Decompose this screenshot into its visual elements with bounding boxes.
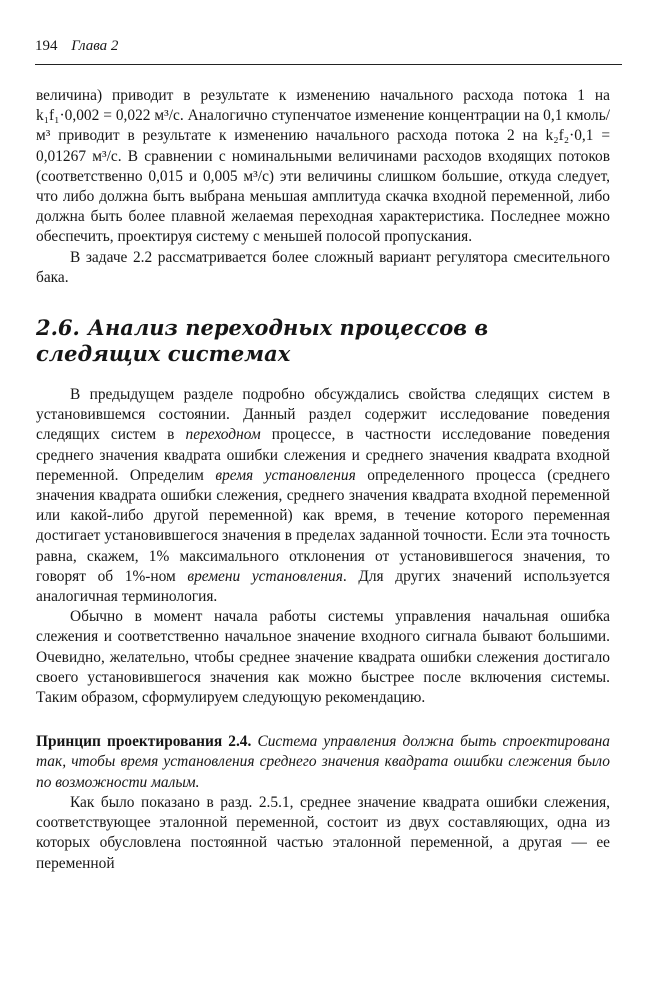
chapter-title: Глава 2 [71,38,119,54]
paragraph-task-reference: В задаче 2.2 рассматривается более сложный вариант регулятора смесительного бака. [36,248,610,286]
section-number: 2.6. [36,315,80,341]
section-heading [36,315,610,367]
text-run: В предыдущем разделе подробно обсуждались свойства следящих систем в установившемся состоянии. Данный раздел содержит исследование поведения следящих систем в [36,386,610,444]
text-run: определенного процесса (среднего значения квадрата ошибки слежения, среднего значения квадрата входной переменной или какой-либо другой переменной) как время, в течение которого переменная достигает установившегося значения в пределах заданной точности. Если эта точность равна, скажем, 1% максимального отклонения от установившегося значения, то говорят об 1%-ном [36,466,611,585]
principle-text: Система управления должна быть спроектирована так, чтобы время установления среднего значения квадрата ошибки слежения было по возможности малым. [36,733,610,791]
text-run: процессе, в частности исследование поведения среднего значения квадрата ошибки слежения и среднего значения квадрата входной переменной. Определим [36,426,610,484]
paragraph-components: Как было показано в разд. 2.5.1, среднее значение квадрата ошибки слежения, соответствующее эталонной переменной, состоит из двух составляющих, одна из которых обусловлена постоянной частью эталонной переменной, а другая — ее переменной [36,793,610,872]
emphasis-term: времени установления [187,567,343,585]
design-principle [36,732,610,793]
paragraph-motivation: Обычно в момент начала работы системы управления начальная ошибка слежения и соответственно начальное значение входного сигнала бывают большими. Очевидно, желательно, чтобы среднее значение квадрата ошибки слежения достигало своего установившегося значения как можно быстрее после включения системы. Таким образом, сформулируем следующую рекомендацию. [36,608,610,707]
paragraph-continued: величина) приводит в результате к изменению начального расхода потока 1 на k₁f₁·0,002 = 0,022 м³/с. Аналогично ступенчатое изменение концентрации на 0,1 кмоль/м³ приводит в результате к изменению начального расхода потока 2 на k₂f₂·0,1 = 0,01267 м³/с. В сравнении с номинальными величинами расходов входящих потоков (соответственно 0,015 и 0,005 м³/с) эти величины слишком большие, откуда следует, что либо должна быть выбрана меньшая амплитуда скачка входной переменной, либо должна быть более плавной желаемая переходная характеристика. Последнее можно обеспечить, проектируя систему с меньшей полосой пропускания. [36,87,610,246]
section-title: Анализ переходных процессов в следящих системах [36,315,489,367]
principle-label: Принцип проектирования 2.4. [36,733,252,751]
emphasis-term: время установления [215,466,356,484]
text-run: . Для других значений используется аналогичная терминология. [36,567,610,606]
header-rule [35,64,622,65]
paragraph-intro [36,385,610,607]
emphasis-term: переходном [185,426,261,444]
page-number: 194 [35,38,58,54]
running-header [35,38,118,55]
page-body [36,86,610,874]
